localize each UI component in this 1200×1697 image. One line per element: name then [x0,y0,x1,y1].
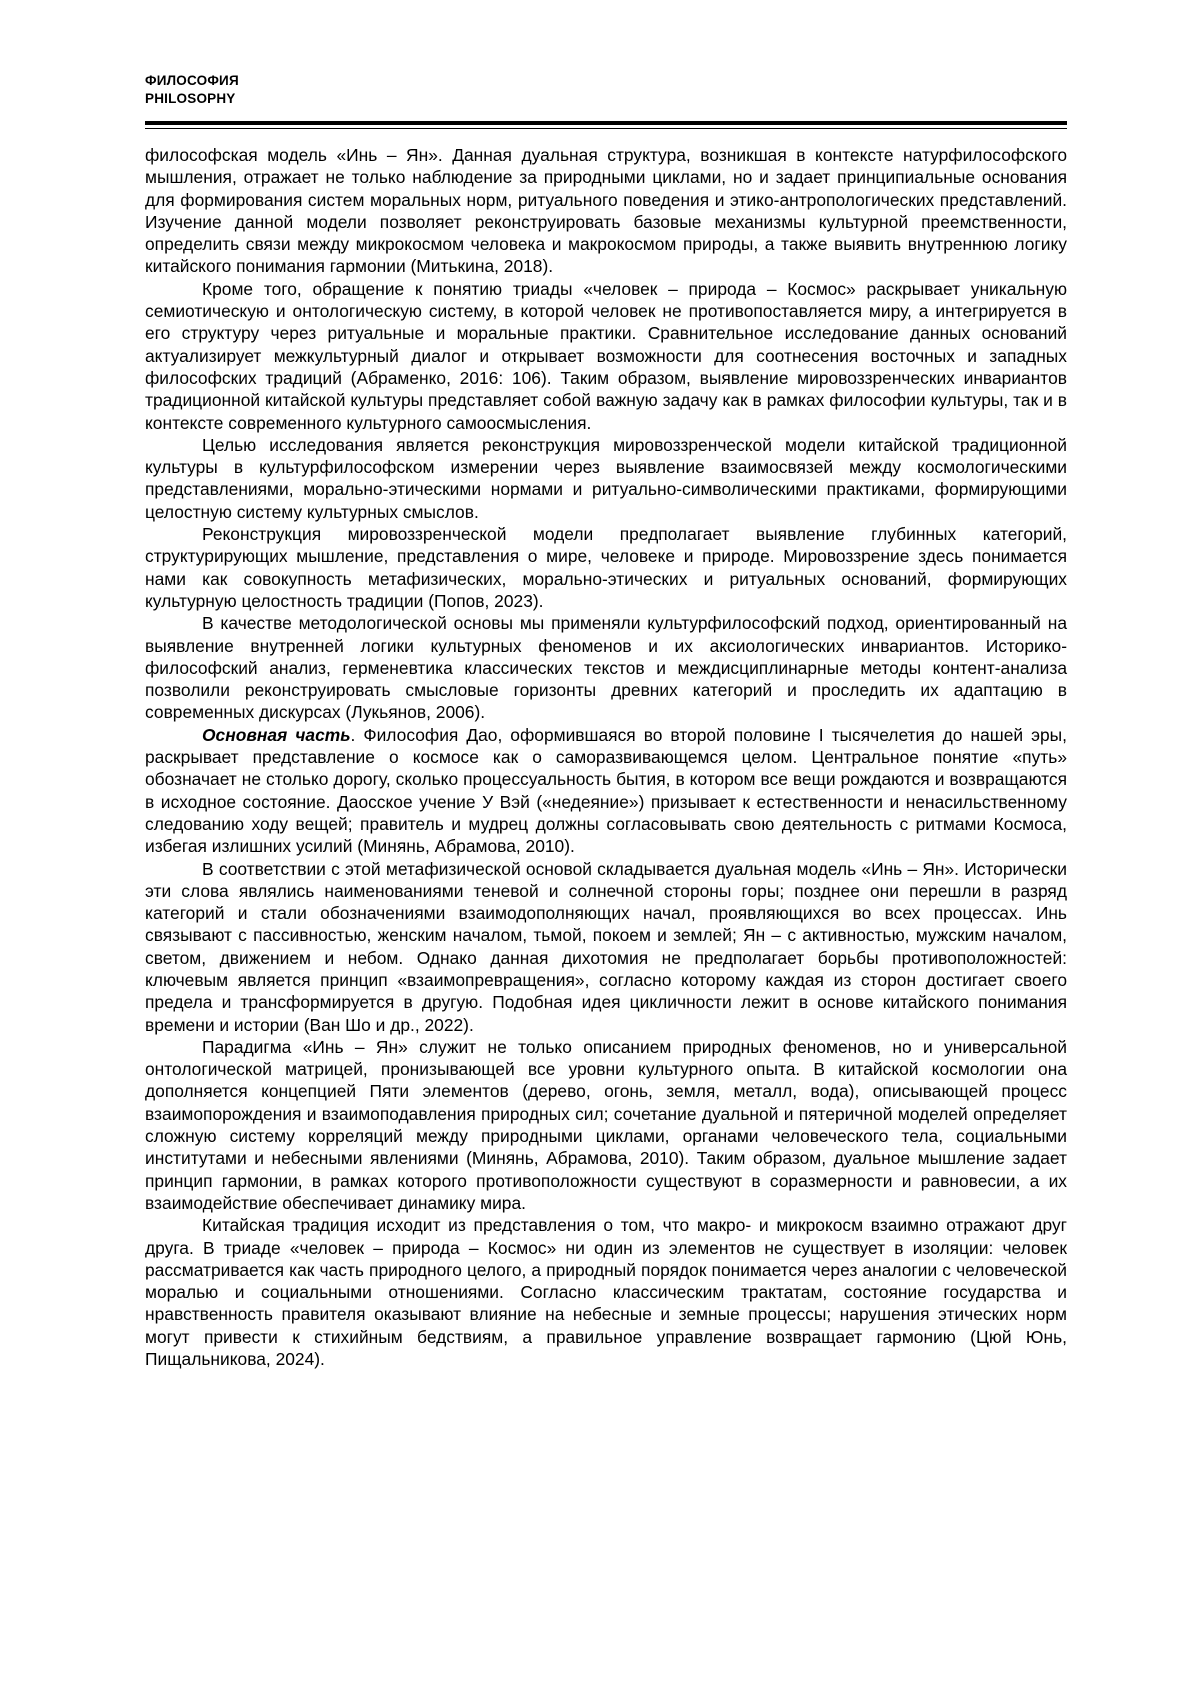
paragraph-9: Китайская традиция исходит из представления о том, что макро- и микрокосм взаимно отражают друг друга. В триаде «человек – природа – Космос» ни один из элементов не существует в изоляции: человек рассматривается как часть природного целого, а природный порядок понимается через аналогии с человеческой моралью и социальными отношениями. Согласно классическим трактатам, состояние государства и нравственность правителя оказывают влияние на небесные и земные процессы; нарушения этических норм могут привести к стихийным бедствиям, а правильное управление возвращает гармонию (Цюй Юнь, Пищальникова, 2024). [145,1215,1067,1370]
paragraph-8: Парадигма «Инь – Ян» служит не только описанием природных феноменов, но и универсальной онтологической матрицей, пронизывающей все уровни культурного опыта. В китайской космологии она дополняется концепцией Пяти элементов (дерево, огонь, земля, металл, вода), описывающей процесс взаимопорождения и взаимоподавления природных сил; сочетание дуальной и пятеричной моделей определяет сложную систему корреляций между природными циклами, органами человеческого тела, социальными институтами и небесными явлениями (Минянь, Абрамова, 2010). Таким образом, дуальное мышление задает принцип гармонии, в рамках которого противоположности существуют в соразмерности и равновесии, а их взаимодействие обеспечивает динамику мира. [145,1036,1067,1213]
section-title-en: PHILOSOPHY [145,91,236,106]
paragraph-1: философская модель «Инь – Ян». Данная дуальная структура, возникшая в контексте натурфилософского мышления, отражает не только наблюдение за природными циклами, но и задает принципиальные основания для формирования систем моральных норм, ритуального поведения и этико-антропологических представлений. Изучение данной модели позволяет реконструировать базовые механизмы культурной преемственности, определить связи между микрокосмом человека и макрокосмом природы, а также выявить внутреннюю логику китайского понимания гармонии (Митькина, 2018). [145,145,1067,277]
section-lead-heading: Основная часть [202,724,351,745]
running-head [145,72,239,108]
paragraph-3: Целью исследования является реконструкция мировоззренческой модели китайской традиционной культуры в культурфилософском измерении через выявление взаимосвязей между космологическими представлениями, морально-этическими нормами и ритуально-символическими практиками, формирующими целостную систему культурных смыслов. [145,434,1067,522]
paragraph-6-text: . Философия Дао, оформившаяся во второй половине I тысячелетия до нашей эры, раскрывает представление о космосе как о саморазвивающемся целом. Центральное понятие «путь» обозначает не столько дорогу, сколько процессуальность бытия, в котором все вещи рождаются и возвращаются в исходное состояние. Даосское учение У Вэй («недеяние») призывает к естественности и ненасильственному следованию ходу вещей; правитель и мудрец должны согласовывать свою деятельность с ритмами Космоса, избегая излишних усилий (Минянь, Абрамова, 2010). [145,724,1067,857]
paragraph-5: В качестве методологической основы мы применяли культурфилософский подход, ориентированный на выявление внутренней логики культурных феноменов и их аксиологических инвариантов. Историко-философский анализ, герменевтика классических текстов и междисциплинарные методы контент-анализа позволили реконструировать смысловые горизонты древних категорий и проследить их адаптацию в современных дискурсах (Лукьянов, 2006). [145,613,1067,723]
paragraph-4: Реконструкция мировоззренческой модели предполагает выявление глубинных категорий, структурирующих мышление, представления о мире, человеке и природе. Мировоззрение здесь понимается нами как совокупность метафизических, морально-этических и ритуальных оснований, формирующих культурную целостность традиции (Попов, 2023). [145,524,1067,611]
paragraph-6 [145,724,1067,858]
section-title-ru: ФИЛОСОФИЯ [145,73,239,88]
header-rule-thick [145,121,1067,125]
paragraph-2: Кроме того, обращение к понятию триады «человек – природа – Космос» раскрывает уникальную семиотическую и онтологическую систему, в которой человек не противопоставляется миру, а интегрируется в его структуру через ритуальные и моральные практики. Сравнительное исследование данных оснований актуализирует межкультурный диалог и открывает возможности для соотнесения восточных и западных философских традиций (Абраменко, 2016: 106). Таким образом, выявление мировоззренческих инвариантов традиционной китайской культуры представляет собой важную задачу как в рамках философии культуры, так и в контексте современного культурного самоосмысления. [145,278,1067,433]
header-rule-thin [145,128,1067,129]
paragraph-7: В соответствии с этой метафизической основой складывается дуальная модель «Инь – Ян». Исторически эти слова являлись наименованиями теневой и солнечной стороны горы; позднее они перешли в разряд категорий и стали обозначениями взаимодополняющих начал, проявляющихся во всех процессах. Инь связывают с пассивностью, женским началом, тьмой, покоем и землей; Ян – с активностью, мужским началом, светом, движением и небом. Однако данная дихотомия не предполагает борьбы противоположностей: ключевым является принцип «взаимопревращения», согласно которому каждая из сторон достигает своего предела и трансформируется в другую. Подобная идея цикличности лежит в основе китайского понимания времени и истории (Ван Шо и др., 2022). [145,858,1067,1035]
article-body [145,144,1067,1370]
